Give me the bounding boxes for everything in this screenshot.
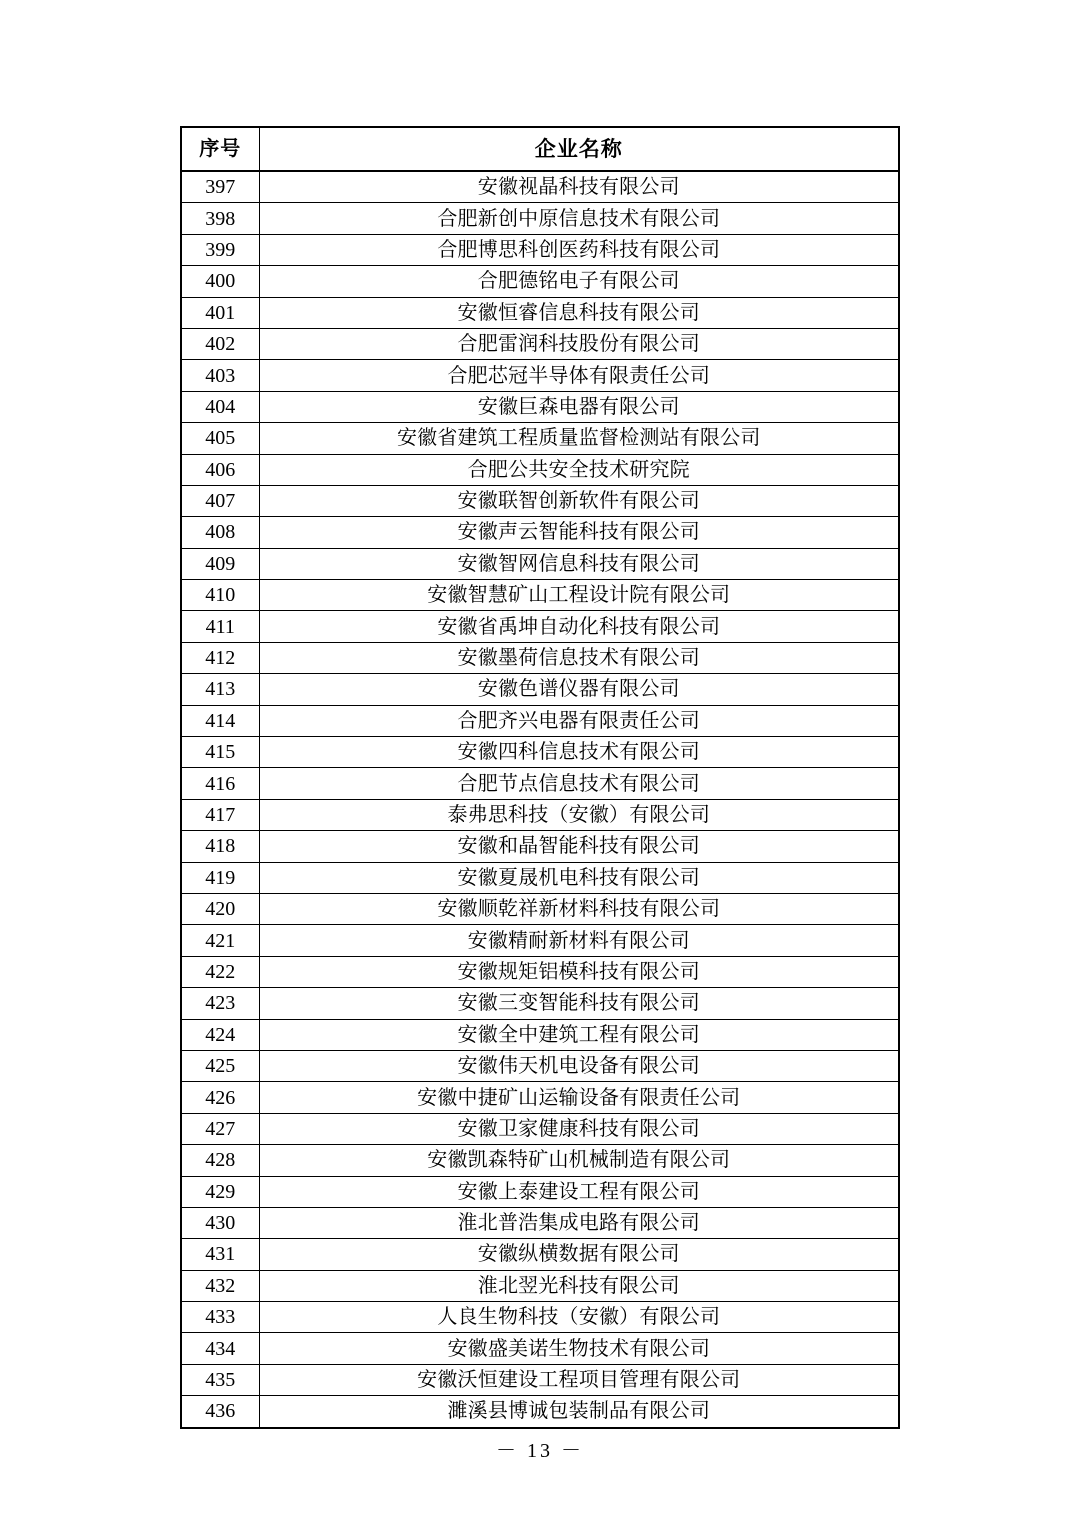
cell-index: 408 — [181, 517, 259, 548]
cell-enterprise-name: 安徽省禹坤自动化科技有限公司 — [259, 611, 899, 642]
cell-enterprise-name: 安徽和晶智能科技有限公司 — [259, 831, 899, 862]
cell-index: 402 — [181, 328, 259, 359]
cell-enterprise-name: 安徽盛美诺生物技术有限公司 — [259, 1333, 899, 1364]
column-header-enterprise-name: 企业名称 — [259, 127, 899, 171]
cell-index: 412 — [181, 642, 259, 673]
cell-index: 436 — [181, 1396, 259, 1428]
table-row — [181, 674, 899, 705]
cell-index: 419 — [181, 862, 259, 893]
table-row — [181, 862, 899, 893]
table-row — [181, 642, 899, 673]
cell-enterprise-name: 安徽中捷矿山运输设备有限责任公司 — [259, 1082, 899, 1113]
table-row — [181, 925, 899, 956]
cell-index: 406 — [181, 454, 259, 485]
cell-index: 423 — [181, 988, 259, 1019]
cell-enterprise-name: 安徽色谱仪器有限公司 — [259, 674, 899, 705]
table-row — [181, 737, 899, 768]
cell-enterprise-name: 安徽三变智能科技有限公司 — [259, 988, 899, 1019]
column-header-index: 序号 — [181, 127, 259, 171]
cell-enterprise-name: 安徽智慧矿山工程设计院有限公司 — [259, 580, 899, 611]
cell-enterprise-name: 合肥新创中原信息技术有限公司 — [259, 203, 899, 234]
cell-index: 431 — [181, 1239, 259, 1270]
cell-index: 398 — [181, 203, 259, 234]
cell-index: 400 — [181, 266, 259, 297]
table-row — [181, 956, 899, 987]
cell-index: 417 — [181, 799, 259, 830]
cell-enterprise-name: 安徽上泰建设工程有限公司 — [259, 1176, 899, 1207]
table-row — [181, 580, 899, 611]
table-row — [181, 1396, 899, 1428]
cell-index: 415 — [181, 737, 259, 768]
table-row — [181, 1239, 899, 1270]
cell-index: 404 — [181, 391, 259, 422]
cell-enterprise-name: 安徽全中建筑工程有限公司 — [259, 1019, 899, 1050]
cell-enterprise-name: 安徽精耐新材料有限公司 — [259, 925, 899, 956]
cell-enterprise-name: 合肥节点信息技术有限公司 — [259, 768, 899, 799]
table-row — [181, 485, 899, 516]
cell-index: 401 — [181, 297, 259, 328]
cell-enterprise-name: 安徽凯森特矿山机械制造有限公司 — [259, 1145, 899, 1176]
cell-index: 414 — [181, 705, 259, 736]
table-row — [181, 1113, 899, 1144]
table-row — [181, 1019, 899, 1050]
table-row — [181, 893, 899, 924]
cell-enterprise-name: 合肥雷润科技股份有限公司 — [259, 328, 899, 359]
cell-enterprise-name: 合肥公共安全技术研究院 — [259, 454, 899, 485]
table-row — [181, 1302, 899, 1333]
table-row — [181, 1364, 899, 1395]
cell-enterprise-name: 泰弗思科技（安徽）有限公司 — [259, 799, 899, 830]
table-row — [181, 611, 899, 642]
cell-enterprise-name: 安徽巨森电器有限公司 — [259, 391, 899, 422]
cell-index: 416 — [181, 768, 259, 799]
table-row — [181, 360, 899, 391]
enterprise-listing-table — [180, 126, 900, 1429]
cell-index: 427 — [181, 1113, 259, 1144]
table-row — [181, 234, 899, 265]
table-row — [181, 1176, 899, 1207]
cell-enterprise-name: 安徽规矩铝模科技有限公司 — [259, 956, 899, 987]
cell-index: 403 — [181, 360, 259, 391]
cell-index: 434 — [181, 1333, 259, 1364]
enterprise-listing-table-wrapper — [180, 126, 898, 1429]
table-row — [181, 799, 899, 830]
cell-enterprise-name: 安徽夏晟机电科技有限公司 — [259, 862, 899, 893]
cell-index: 399 — [181, 234, 259, 265]
cell-enterprise-name: 合肥德铭电子有限公司 — [259, 266, 899, 297]
cell-enterprise-name: 安徽纵横数据有限公司 — [259, 1239, 899, 1270]
cell-index: 429 — [181, 1176, 259, 1207]
cell-index: 432 — [181, 1270, 259, 1301]
table-row — [181, 831, 899, 862]
cell-index: 433 — [181, 1302, 259, 1333]
cell-enterprise-name: 安徽联智创新软件有限公司 — [259, 485, 899, 516]
table-row — [181, 705, 899, 736]
table-row — [181, 328, 899, 359]
table-row — [181, 1082, 899, 1113]
cell-index: 428 — [181, 1145, 259, 1176]
cell-index: 430 — [181, 1207, 259, 1238]
cell-enterprise-name: 淮北翌光科技有限公司 — [259, 1270, 899, 1301]
cell-enterprise-name: 安徽卫家健康科技有限公司 — [259, 1113, 899, 1144]
cell-index: 418 — [181, 831, 259, 862]
cell-index: 410 — [181, 580, 259, 611]
table-row — [181, 548, 899, 579]
cell-index: 424 — [181, 1019, 259, 1050]
table-row — [181, 1207, 899, 1238]
cell-index: 413 — [181, 674, 259, 705]
cell-enterprise-name: 安徽墨荷信息技术有限公司 — [259, 642, 899, 673]
table-row — [181, 454, 899, 485]
cell-enterprise-name: 安徽伟天机电设备有限公司 — [259, 1050, 899, 1081]
page-number-footer: － 13 － — [496, 1440, 584, 1462]
cell-index: 425 — [181, 1050, 259, 1081]
table-row — [181, 1333, 899, 1364]
cell-enterprise-name: 安徽恒睿信息科技有限公司 — [259, 297, 899, 328]
cell-enterprise-name: 合肥芯冠半导体有限责任公司 — [259, 360, 899, 391]
cell-enterprise-name: 安徽智网信息科技有限公司 — [259, 548, 899, 579]
cell-enterprise-name: 合肥齐兴电器有限责任公司 — [259, 705, 899, 736]
table-row — [181, 1145, 899, 1176]
table-row — [181, 203, 899, 234]
cell-enterprise-name: 濉溪县博诚包装制品有限公司 — [259, 1396, 899, 1428]
cell-index: 407 — [181, 485, 259, 516]
cell-enterprise-name: 安徽省建筑工程质量监督检测站有限公司 — [259, 423, 899, 454]
table-row — [181, 988, 899, 1019]
cell-index: 409 — [181, 548, 259, 579]
cell-enterprise-name: 安徽四科信息技术有限公司 — [259, 737, 899, 768]
table-row — [181, 171, 899, 203]
cell-enterprise-name: 淮北普浩集成电路有限公司 — [259, 1207, 899, 1238]
table-row — [181, 391, 899, 422]
table-header — [181, 127, 899, 171]
cell-index: 405 — [181, 423, 259, 454]
table-body — [181, 171, 899, 1428]
table-row — [181, 1050, 899, 1081]
cell-enterprise-name: 安徽顺乾祥新材料科技有限公司 — [259, 893, 899, 924]
cell-enterprise-name: 人良生物科技（安徽）有限公司 — [259, 1302, 899, 1333]
table-row — [181, 517, 899, 548]
table-row — [181, 423, 899, 454]
table-row — [181, 266, 899, 297]
cell-enterprise-name: 安徽视晶科技有限公司 — [259, 171, 899, 203]
table-header-row — [181, 127, 899, 171]
cell-enterprise-name: 安徽声云智能科技有限公司 — [259, 517, 899, 548]
cell-index: 421 — [181, 925, 259, 956]
table-row — [181, 768, 899, 799]
cell-enterprise-name: 安徽沃恒建设工程项目管理有限公司 — [259, 1364, 899, 1395]
cell-enterprise-name: 合肥博思科创医药科技有限公司 — [259, 234, 899, 265]
cell-index: 397 — [181, 171, 259, 203]
cell-index: 420 — [181, 893, 259, 924]
cell-index: 411 — [181, 611, 259, 642]
cell-index: 426 — [181, 1082, 259, 1113]
table-row — [181, 297, 899, 328]
cell-index: 422 — [181, 956, 259, 987]
table-row — [181, 1270, 899, 1301]
cell-index: 435 — [181, 1364, 259, 1395]
